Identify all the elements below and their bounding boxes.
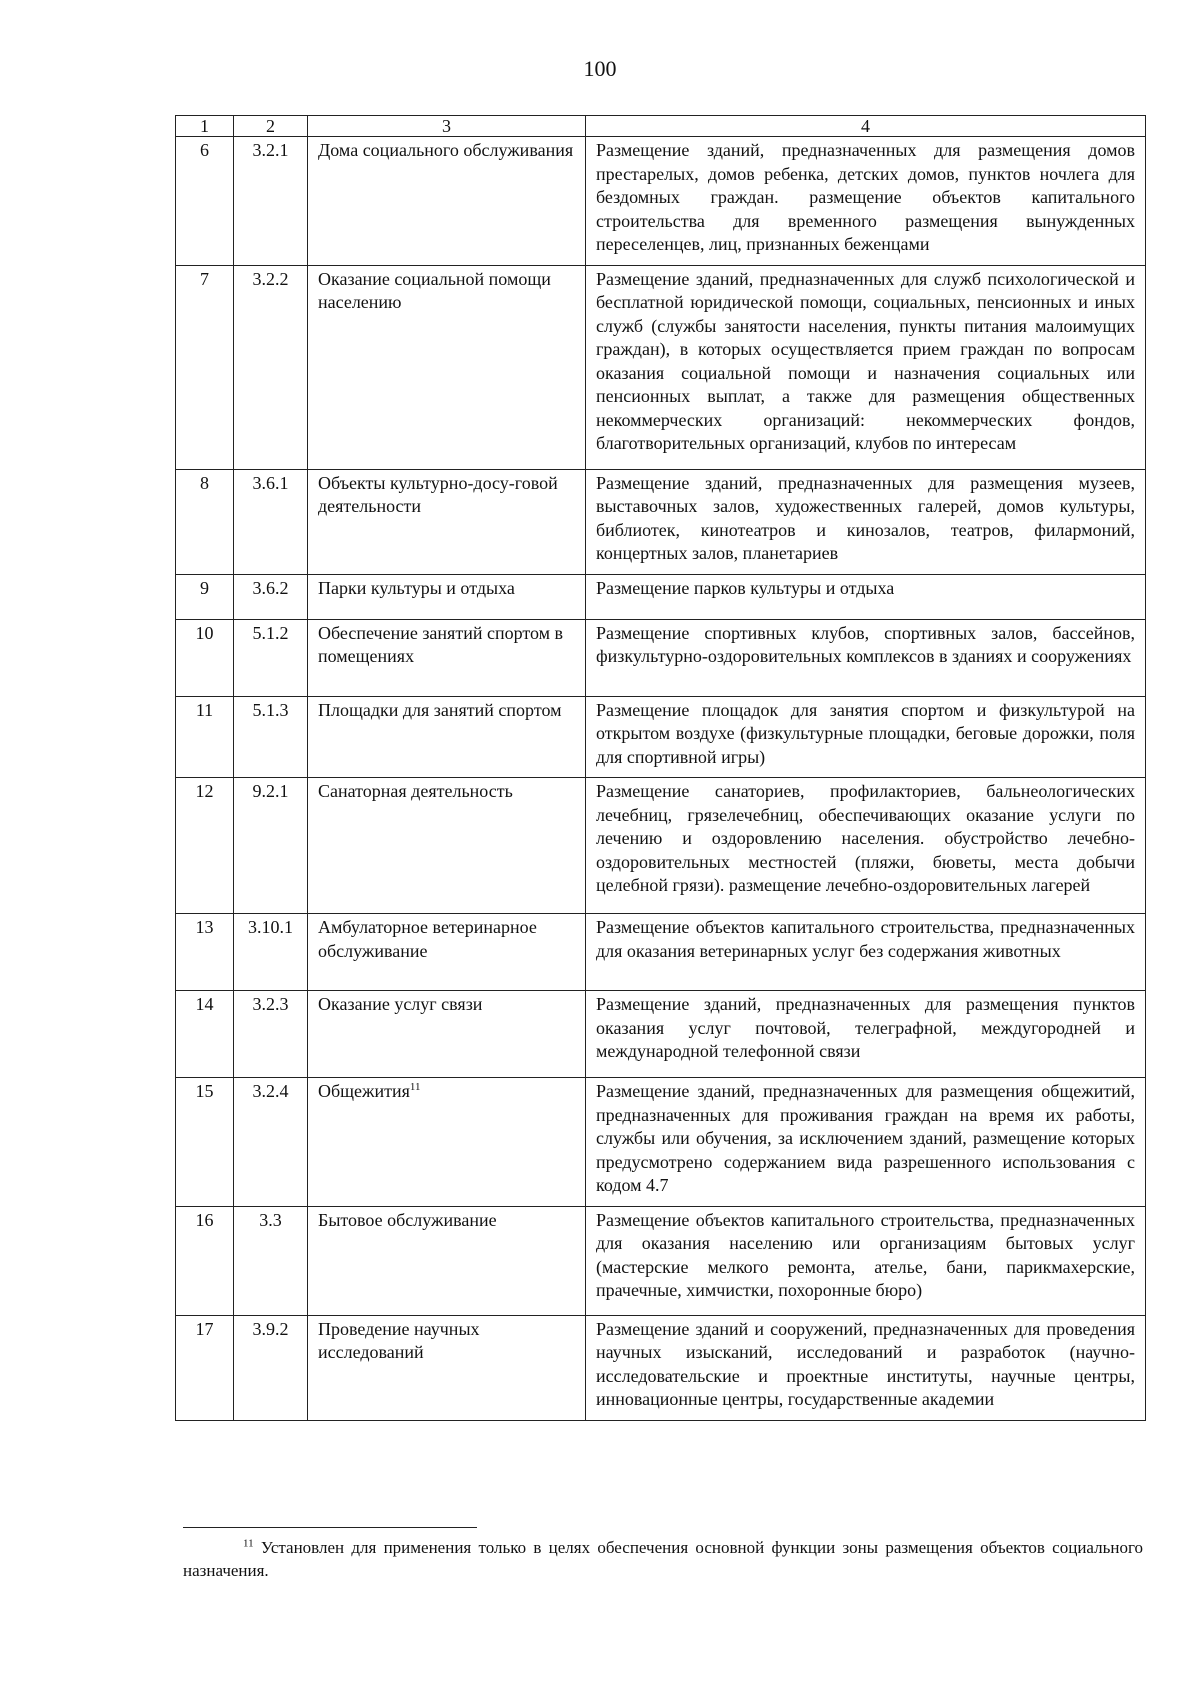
row-name-text: Оказание социальной помощи населению xyxy=(318,268,551,312)
row-name xyxy=(308,1315,586,1420)
row-description-text: Размещение объектов капитального строительства, предназначенных для оказания населению или организациям бытовых услуг (мастерские мелкого ремонта, ателье, бани, парикмахерские, прачечные, химчистки, похоронные бюро) xyxy=(596,1209,1135,1300)
row-number xyxy=(176,991,234,1078)
row-name xyxy=(308,265,586,469)
row-number xyxy=(176,574,234,619)
row-code xyxy=(234,469,308,574)
row-code xyxy=(234,914,308,991)
row-code-text: 3.3 xyxy=(259,1209,282,1230)
row-name-text: Проведение научных исследований xyxy=(318,1318,480,1362)
row-name-text: Общежития xyxy=(318,1081,410,1101)
row-name-text: Площадки для занятий спортом xyxy=(318,699,562,720)
row-description xyxy=(586,1078,1146,1207)
row-description xyxy=(586,619,1146,696)
row-name-text: Амбулаторное ветеринарное обслуживание xyxy=(318,917,537,961)
row-name-text: Обеспечение занятий спортом в помещениях xyxy=(318,622,564,666)
row-number-text: 12 xyxy=(195,781,214,801)
table-body xyxy=(176,137,1146,1421)
row-name-text: Парки культуры и отдыха xyxy=(318,577,515,598)
header-col-2: 2 xyxy=(234,116,308,137)
row-number xyxy=(176,914,234,991)
row-number-text: 16 xyxy=(195,1209,214,1230)
row-code xyxy=(234,265,308,469)
table-row xyxy=(176,137,1146,266)
row-number xyxy=(176,778,234,914)
table-row xyxy=(176,696,1146,778)
row-name xyxy=(308,778,586,914)
row-description xyxy=(586,696,1146,778)
row-code-text: 3.2.4 xyxy=(252,1081,289,1101)
footnote-text: Установлен для применения только в целях обеспечения основной функции зоны размещения объектов социального назначения. xyxy=(183,1538,1144,1580)
row-description xyxy=(586,1206,1146,1315)
row-number xyxy=(176,1206,234,1315)
table-header-row xyxy=(176,116,1146,137)
row-number-text: 7 xyxy=(200,268,209,289)
row-name-text: Дома социального обслуживания xyxy=(318,140,574,160)
row-name xyxy=(308,619,586,696)
table-row xyxy=(176,265,1146,469)
row-number-text: 14 xyxy=(195,994,214,1014)
row-name xyxy=(308,469,586,574)
row-description-text: Размещение зданий и сооружений, предназначенных для проведения научных изысканий, исследований и разработок (научно-исследовательские и проектные институты, научные центры, инновационные центры, государственные академии xyxy=(596,1318,1135,1409)
header-col-3: 3 xyxy=(308,116,586,137)
row-number xyxy=(176,137,234,266)
footnote-reference: 11 xyxy=(409,1081,421,1093)
row-code xyxy=(234,696,308,778)
row-description-text: Размещение спортивных клубов, спортивных залов, бассейнов, физкультурно-оздоровительных комплексов в зданиях и сооружениях xyxy=(596,622,1135,666)
row-code-text: 3.2.3 xyxy=(252,994,289,1014)
row-description-text: Размещение санаториев, профилакториев, бальнеологических лечебниц, грязелечебниц, обеспечивающих оказание услуги по лечению и оздоровлению населения. обустройство лечебно-оздоровительных местностей (пляжи, бюветы, места добычи целебной грязи). размещение лечебно-оздоровительных лагерей xyxy=(596,781,1135,895)
row-code-text: 3.6.2 xyxy=(252,577,289,598)
row-code-text: 5.1.3 xyxy=(252,699,289,720)
row-code xyxy=(234,778,308,914)
row-code xyxy=(234,574,308,619)
row-number xyxy=(176,265,234,469)
row-number-text: 13 xyxy=(195,917,214,937)
row-description-text: Размещение зданий, предназначенных для размещения пунктов оказания услуг почтовой, телеграфной, междугородней и международной телефонной связи xyxy=(596,994,1135,1061)
row-name xyxy=(308,1078,586,1207)
row-description-text: Размещение зданий, предназначенных для служб психологической и бесплатной юридической помощи, социальных, пенсионных и иных служб (службы занятости населения, пункты питания малоимущих граждан), в которых осуществляется прием граждан по вопросам оказания социальной помощи и назначения социальных или пенсионных выплат, а также для размещения общественных некоммерческих организаций: некоммерческих фондов, благотворительных организаций, клубов по интересам xyxy=(596,268,1135,453)
row-code xyxy=(234,1315,308,1420)
row-description xyxy=(586,1315,1146,1420)
row-code-text: 3.6.1 xyxy=(252,472,289,493)
row-number-text: 9 xyxy=(200,577,209,598)
row-number-text: 10 xyxy=(195,622,214,643)
row-code-text: 3.2.1 xyxy=(252,140,289,160)
row-code-text: 3.2.2 xyxy=(252,268,289,289)
row-description xyxy=(586,265,1146,469)
row-code-text: 9.2.1 xyxy=(252,781,289,801)
table-row xyxy=(176,469,1146,574)
row-number-text: 6 xyxy=(200,140,209,160)
row-code xyxy=(234,137,308,266)
table-row xyxy=(176,619,1146,696)
table-row xyxy=(176,574,1146,619)
row-name-text: Объекты культурно-досу-говой деятельности xyxy=(318,472,558,516)
row-code-text: 3.9.2 xyxy=(252,1318,289,1339)
page-number: 100 xyxy=(583,56,617,81)
row-description xyxy=(586,778,1146,914)
row-name xyxy=(308,574,586,619)
land-use-table xyxy=(175,115,1146,1421)
row-description-text: Размещение зданий, предназначенных для размещения домов престарелых, домов ребенка, детских домов, пунктов ночлега для бездомных граждан. размещение объектов капитального строительства для временного размещения вынужденных переселенцев, лиц, признанных беженцами xyxy=(596,140,1135,254)
row-number xyxy=(176,619,234,696)
row-name xyxy=(308,696,586,778)
header-col-1: 1 xyxy=(176,116,234,137)
row-description-text: Размещение парков культуры и отдыха xyxy=(596,577,895,598)
row-code xyxy=(234,619,308,696)
row-code-text: 3.10.1 xyxy=(248,917,293,937)
row-description xyxy=(586,991,1146,1078)
footnote-marker: 11 xyxy=(243,1537,254,1550)
row-number-text: 8 xyxy=(200,472,209,493)
row-code xyxy=(234,991,308,1078)
row-code xyxy=(234,1078,308,1207)
row-number xyxy=(176,1078,234,1207)
row-description xyxy=(586,914,1146,991)
row-number xyxy=(176,469,234,574)
row-number xyxy=(176,696,234,778)
table-row xyxy=(176,778,1146,914)
table-row xyxy=(176,1315,1146,1420)
row-name xyxy=(308,137,586,266)
footnote-separator xyxy=(183,1527,477,1528)
table-row xyxy=(176,1078,1146,1207)
row-number-text: 15 xyxy=(195,1081,214,1101)
table-row xyxy=(176,914,1146,991)
row-number xyxy=(176,1315,234,1420)
row-description xyxy=(586,574,1146,619)
row-name-text: Оказание услуг связи xyxy=(318,994,483,1014)
row-name xyxy=(308,1206,586,1315)
row-description-text: Размещение зданий, предназначенных для размещения общежитий, предназначенных для проживания граждан на время их работы, службы или обучения, за исключением зданий, размещение которых предусмотрено содержанием вида разрешенного использования с кодом 4.7 xyxy=(596,1081,1135,1195)
row-name xyxy=(308,991,586,1078)
table-row xyxy=(176,991,1146,1078)
row-name-text: Бытовое обслуживание xyxy=(318,1209,497,1230)
row-name-text: Санаторная деятельность xyxy=(318,781,513,801)
row-description-text: Размещение площадок для занятия спортом и физкультурой на открытом воздухе (физкультурные площадки, беговые дорожки, поля для спортивной игры) xyxy=(596,699,1135,767)
row-description xyxy=(586,137,1146,266)
row-code-text: 5.1.2 xyxy=(252,622,289,643)
row-description-text: Размещение объектов капитального строительства, предназначенных для оказания ветеринарных услуг без содержания животных xyxy=(596,917,1135,961)
row-name xyxy=(308,914,586,991)
row-description xyxy=(586,469,1146,574)
row-number-text: 11 xyxy=(195,699,214,720)
header-col-4: 4 xyxy=(586,116,1146,137)
row-code xyxy=(234,1206,308,1315)
table-row xyxy=(176,1206,1146,1315)
footnote xyxy=(183,1536,1143,1582)
row-number-text: 17 xyxy=(195,1318,214,1339)
row-description-text: Размещение зданий, предназначенных для размещения музеев, выставочных залов, художественных галерей, домов культуры, библиотек, кинотеатров и кинозалов, театров, филармоний, концертных залов, планетариев xyxy=(596,472,1135,563)
